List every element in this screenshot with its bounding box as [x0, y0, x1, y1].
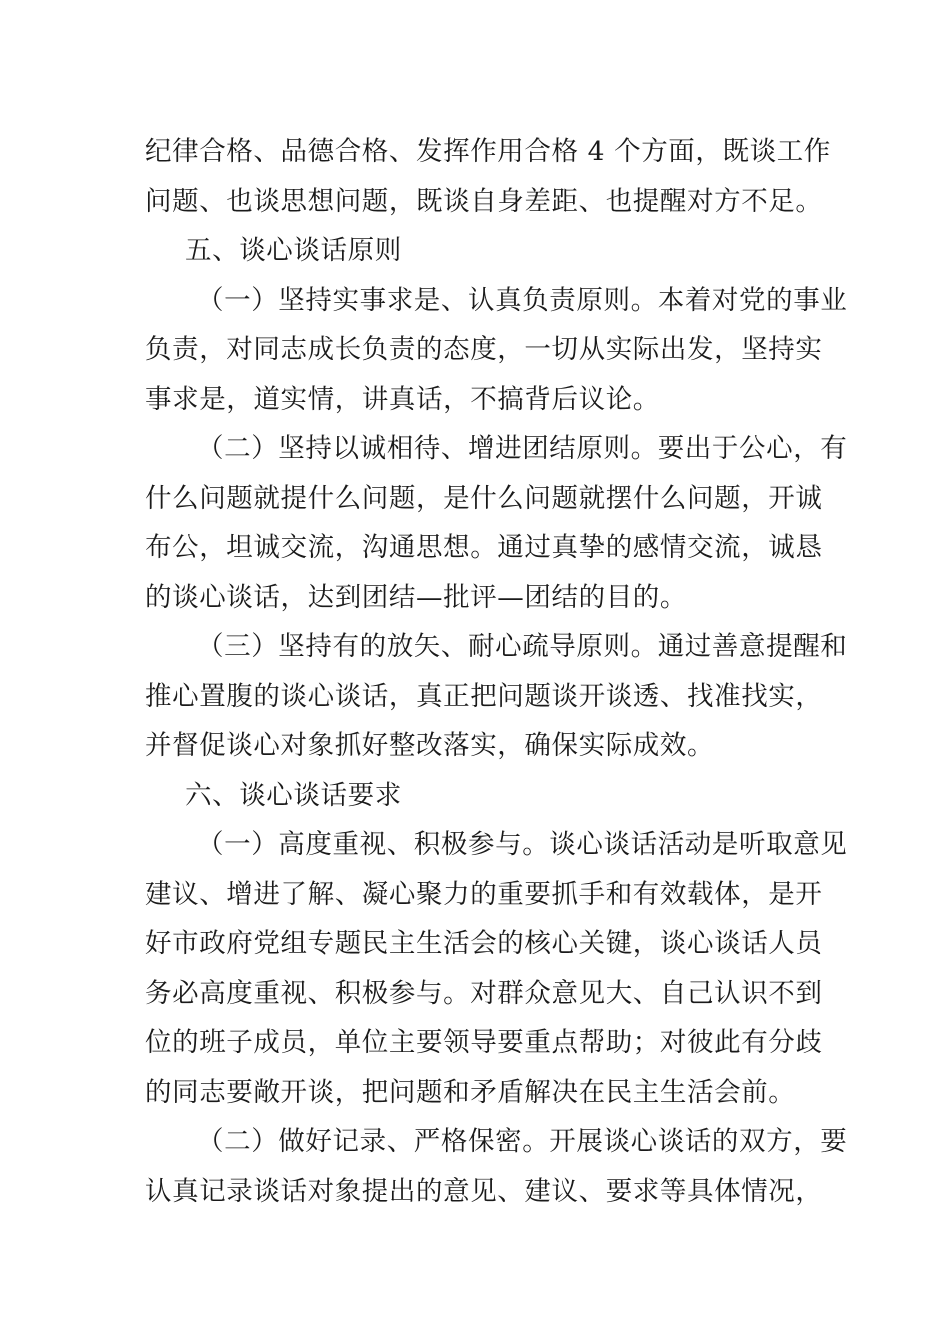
document-body	[145, 127, 848, 1216]
text-line: 事求是，道实情，讲真话，不搞背后议论。	[145, 383, 660, 415]
text-line: 问题、也谈思想问题，既谈自身差距、也提醒对方不足。	[145, 185, 823, 217]
text-line: 布公，坦诚交流，沟通思想。通过真挚的感情交流，诚恳	[145, 532, 823, 563]
text-line: 认真记录谈话对象提出的意见、建议、要求等具体情况，	[145, 1175, 823, 1207]
section-heading: 六、谈心谈话要求	[185, 779, 402, 811]
text-line: （一）高度重视、积极参与。谈心谈话活动是听取意见	[197, 829, 848, 860]
text-line: 的谈心谈话，达到团结—批评—团结的目的。	[145, 581, 687, 613]
text-line: 建议、增进了解、凝心聚力的重要抓手和有效载体，是开	[145, 878, 823, 910]
text-line: （二）坚持以诚相待、增进团结原则。要出于公心，有	[197, 433, 848, 464]
text-line: 推心置腹的谈心谈话，真正把问题谈开谈透、找准找实，	[145, 680, 823, 712]
text-line: 负责，对同志成长负责的态度，一切从实际出发，坚持实	[145, 334, 823, 365]
section-heading: 五、谈心谈话原则	[185, 235, 402, 266]
text-line: 位的班子成员，单位主要领导要重点帮助；对彼此有分歧	[145, 1027, 823, 1058]
text-line: （二）做好记录、严格保密。开展谈心谈话的双方，要	[197, 1126, 848, 1157]
text-line: 并督促谈心对象抓好整改落实，确保实际成效。	[145, 730, 715, 761]
text-line: 纪律合格、品德合格、发挥作用合格 4 个方面，既谈工作	[145, 136, 831, 167]
text-line: 务必高度重视、积极参与。对群众意见大、自己认识不到	[145, 977, 823, 1009]
text-line: 好市政府党组专题民主生活会的核心关键，谈心谈话人员	[145, 928, 823, 959]
text-line: 什么问题就提什么问题，是什么问题就摆什么问题，开诚	[145, 482, 823, 514]
text-line: 的同志要敞开谈，把问题和矛盾解决在民主生活会前。	[145, 1076, 796, 1108]
text-line: （一）坚持实事求是、认真负责原则。本着对党的事业	[197, 284, 848, 316]
text-line: （三）坚持有的放矢、耐心疏导原则。通过善意提醒和	[197, 631, 848, 662]
